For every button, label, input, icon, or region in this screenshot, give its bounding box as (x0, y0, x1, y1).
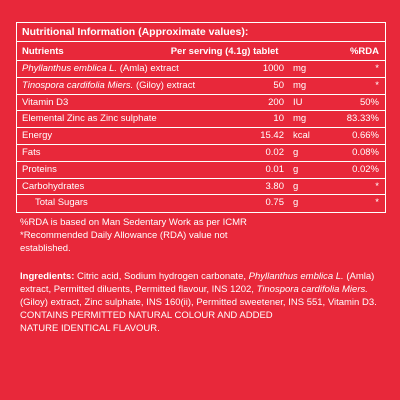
nutrient-unit: g (293, 197, 299, 209)
nutrient-unit: mg (293, 113, 307, 125)
nutrient-amount: 200 (268, 96, 284, 108)
nutrient-name-text: Proteins (22, 163, 57, 175)
nutrient-name (17, 179, 211, 195)
nutrient-unit: g (293, 180, 299, 192)
ingredients-caps-line: CONTAINS PERMITTED NATURAL COLOUR AND ADDED (20, 310, 273, 321)
nutrient-rda: * (375, 180, 379, 192)
header-serving: Per serving (4.1g) tablet (170, 46, 279, 57)
nutrient-rda: 0.66% (352, 130, 379, 142)
nutrition-table (16, 22, 386, 213)
nutrition-table-header (17, 42, 385, 61)
nutrient-name (17, 95, 211, 111)
nutrition-row (17, 162, 385, 179)
nutrient-amount: 50 (273, 79, 284, 91)
nutrition-row (17, 78, 385, 95)
nutrient-unit: mg (293, 79, 307, 91)
nutrition-row (17, 195, 385, 212)
nutrient-name (17, 78, 211, 94)
rda-note-line: %RDA is based on Man Sedentary Work as per ICMR (20, 217, 247, 228)
nutrient-amount: 0.02 (265, 146, 284, 158)
header-rda: %RDA (349, 46, 379, 57)
ingredients-italic: Phyllanthus emblica L. (248, 271, 344, 282)
nutrient-rda: * (375, 63, 379, 74)
nutrition-row (17, 179, 385, 196)
nutrition-row (17, 111, 385, 128)
nutrient-name-text: Elemental Zinc as Zinc sulphate (22, 113, 157, 125)
ingredients-block (20, 270, 382, 335)
nutrient-name-text: Carbohydrates (22, 180, 85, 192)
nutrition-row (17, 61, 385, 78)
nutrition-row (17, 95, 385, 112)
ingredients-label: Ingredients: (20, 271, 75, 282)
nutrient-rda: 50% (359, 96, 379, 108)
nutrient-rda: * (375, 197, 379, 209)
ingredients-part: (Amla) extract, Permitted diluents, Permitted flavour, INS 1202, (20, 271, 375, 295)
ingredients-text (20, 270, 382, 309)
nutrient-rda: 83.33% (346, 113, 379, 125)
rda-notes (20, 216, 380, 255)
nutrient-unit: g (293, 146, 299, 158)
nutrient-rda: 0.08% (352, 146, 379, 158)
nutrient-unit: IU (293, 96, 303, 108)
nutrient-name (17, 128, 211, 144)
rda-note-line: established. (20, 243, 71, 254)
nutrient-amount: 15.42 (260, 130, 284, 142)
nutrient-unit: mg (293, 63, 307, 74)
nutrient-name (17, 111, 211, 127)
nutrient-name-text: (Giloy) extract (133, 79, 196, 91)
nutrient-name (17, 145, 211, 161)
ingredients-italic: Tinospora cardifolia Miers. (256, 284, 368, 295)
nutrient-name-text: Energy (22, 130, 53, 142)
nutrient-amount: 0.75 (265, 197, 284, 209)
nutrient-rda: 0.02% (352, 163, 379, 175)
nutrient-unit: kcal (293, 130, 310, 142)
nutrition-row (17, 128, 385, 145)
nutrient-name (17, 61, 211, 77)
nutrient-name-text: (Amla) extract (117, 63, 179, 74)
nutrient-unit: g (293, 163, 299, 175)
header-nutrients: Nutrients (22, 46, 64, 57)
nutrient-name-text: Vitamin D3 (22, 96, 69, 108)
nutrient-amount: 10 (273, 113, 284, 125)
nutrient-name-text: Fats (22, 146, 41, 158)
nutrient-amount: 1000 (262, 63, 284, 74)
ingredients-part: (Giloy) extract, Zinc sulphate, INS 160(ii), Permitted sweetener, INS 551, Vitamin D3. (20, 297, 377, 308)
nutrient-name-italic: Phyllanthus emblica L. (22, 63, 118, 74)
nutrient-name-italic: Tinospora cardifolia Miers. (22, 79, 134, 91)
nutrition-rows (17, 61, 385, 212)
nutrient-name-text: Total Sugars (35, 197, 88, 209)
ingredients-caps-line: NATURE IDENTICAL FLAVOUR. (20, 323, 160, 334)
nutrient-amount: 0.01 (265, 163, 284, 175)
nutrient-name (17, 195, 211, 212)
nutrient-name (17, 162, 211, 178)
nutrient-amount: 3.80 (265, 180, 284, 192)
rda-note-line: *Recommended Daily Allowance (RDA) value not (20, 230, 228, 241)
ingredients-part: Citric acid, Sodium hydrogen carbonate, (74, 271, 249, 282)
nutrient-rda: * (375, 79, 379, 91)
nutrition-table-title: Nutritional Information (Approximate values): (17, 23, 385, 42)
nutrition-row (17, 145, 385, 162)
